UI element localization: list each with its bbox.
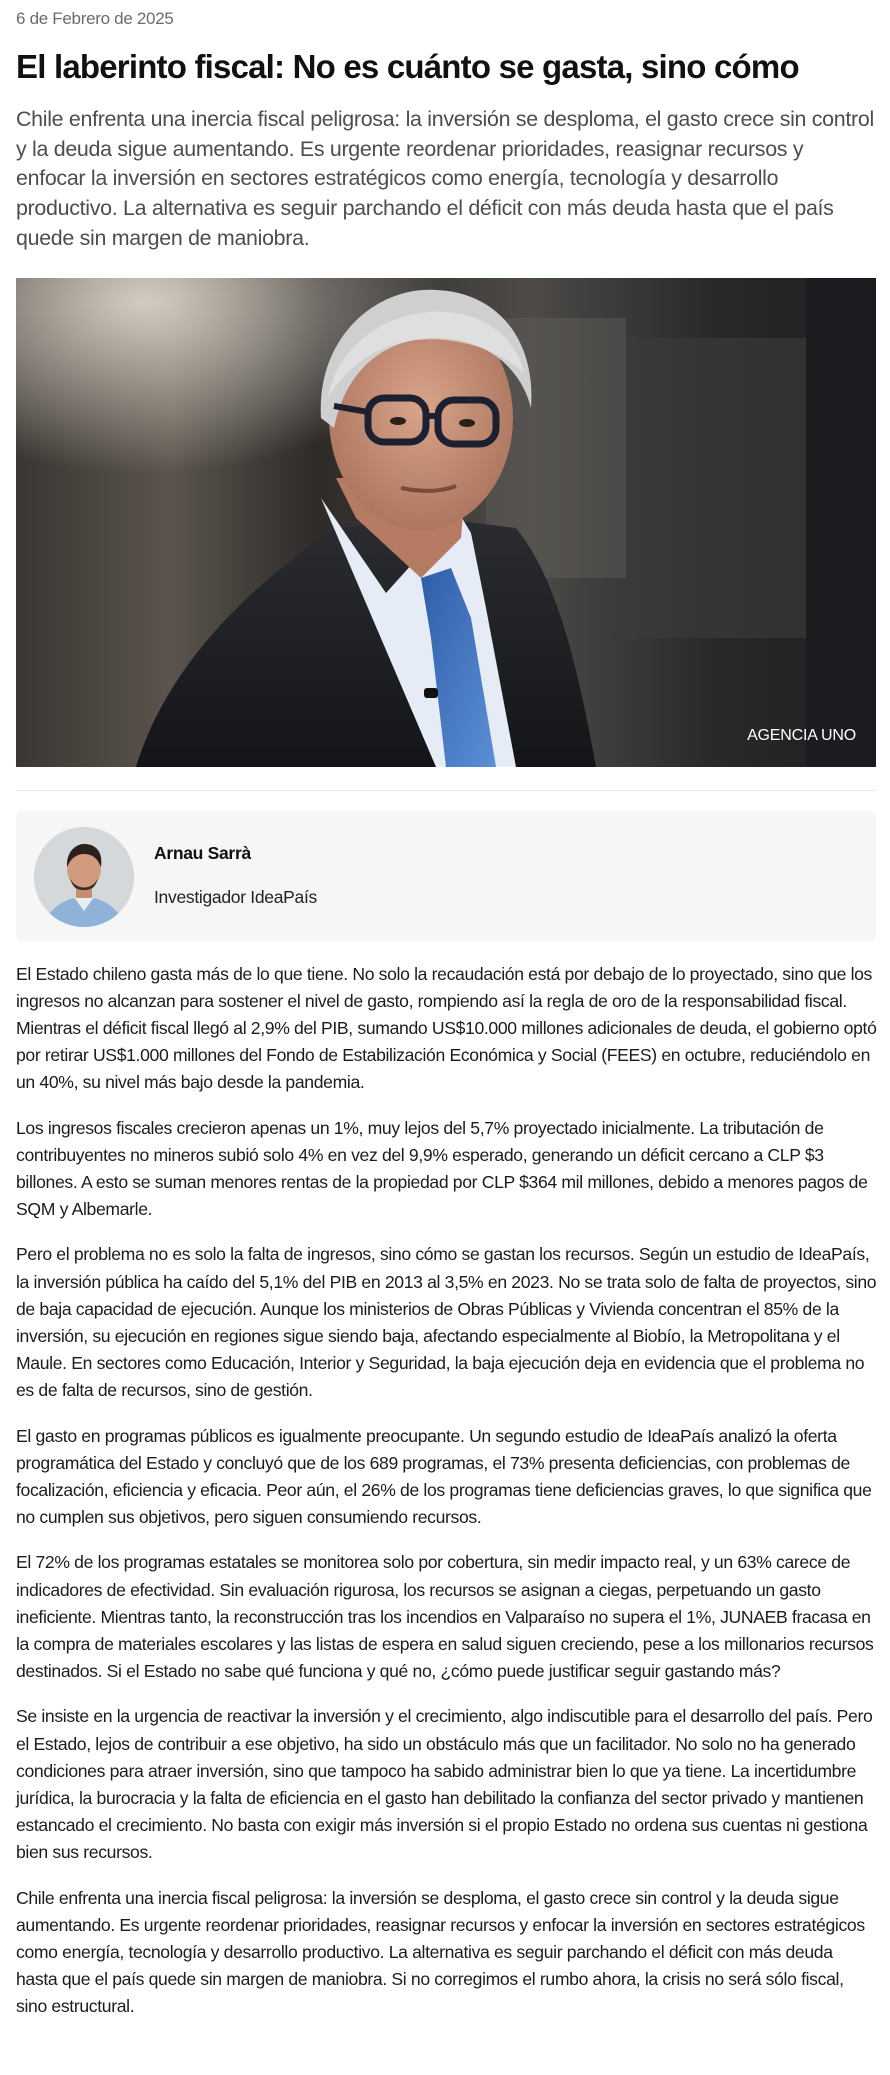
author-card	[16, 811, 876, 941]
portrait-image	[16, 278, 876, 767]
author-role: Investigador IdeaPaís	[154, 886, 317, 907]
body-paragraph: El gasto en programas públicos es igualmente preocupante. Un segundo estudio de IdeaPaís analizó la oferta programática del Estado y concluyó que de los 689 programas, el 73% presenta deficiencias, con problemas de focalización, eficiencia y eficacia. Peor aún, el 26% de los programas tiene deficiencias graves, lo que significa que no cumplen sus objetivos, pero siguen consumiendo recursos.	[16, 1425, 872, 1528]
article-body	[16, 961, 878, 2021]
body-paragraph: Los ingresos fiscales crecieron apenas un 1%, muy lejos del 5,7% proyectado inicialmente. La tributación de contribuyentes no mineros subió solo 4% en vez del 9,9% esperado, generando un déficit cercano a CLP $3 billones. A esto se suman menores rentas de la propiedad por CLP $364 mil millones, debido a menores pagos de SQM y Albemarle.	[16, 1117, 868, 1220]
body-paragraph: Pero el problema no es solo la falta de ingresos, sino cómo se gastan los recursos. Según un estudio de IdeaPaís, la inversión pública ha caído del 5,1% del PIB en 2013 al 3,5% en 2023. No se trata solo de falta de proyectos, sino de baja capacidad de ejecución. Aunque los ministerios de Obras Públicas y Vivienda concentran el 85% de la inversión, su ejecución en regiones sigue siendo baja, afectando especialmente al Biobío, la Metropolitana y el Maule. En sectores como Educación, Interior y Seguridad, la baja ejecución deja en evidencia que el problema no es de falta de recursos, sino de gestión.	[16, 1244, 877, 1401]
article-photo	[16, 278, 876, 767]
body-paragraph: Chile enfrenta una inercia fiscal peligrosa: la inversión se desploma, el gasto crece sin control y la deuda sigue aumentando. Es urgente reordenar prioridades, reasignar recursos y enfocar la inversión en sectores estratégicos como energía, tecnología y desarrollo productivo. La alternativa es seguir parchando el déficit con más deuda hasta que el país quede sin margen de maniobra. Si no corregimos el rumbo ahora, la crisis no será sólo fiscal, sino estructural.	[16, 1887, 865, 2017]
publish-date: 6 de Febrero de 2025	[16, 9, 174, 28]
photo-credit: AGENCIA UNO	[747, 726, 856, 744]
author-name: Arnau Sarrà	[154, 842, 251, 863]
article-lead: Chile enfrenta una inercia fiscal peligrosa: la inversión se desploma, el gasto crece sin control y la deuda sigue aumentando. Es urgente reordenar prioridades, reasignar recursos y enfocar la inversión en sectores estratégicos como energía, tecnología y desarrollo productivo. La alternativa es seguir parchando el déficit con más deuda hasta que el país quede sin margen de maniobra.	[16, 107, 874, 250]
divider	[16, 790, 876, 791]
author-avatar	[34, 827, 134, 927]
article-title: El laberinto fiscal: No es cuánto se gasta, sino cómo	[16, 48, 799, 85]
body-paragraph: Se insiste en la urgencia de reactivar la inversión y el crecimiento, algo indiscutible para el desarrollo del país. Pero el Estado, lejos de contribuir a ese objetivo, ha sido un obstáculo más que un facilitador. No solo no ha generado condiciones para atraer inversión, sino que tampoco ha sabido administrar bien lo que ya tiene. La incertidumbre jurídica, la burocracia y la falta de eficiencia en el gasto han debilitado la confianza del sector privado y mantienen estancado el crecimiento. No basta con exigir más inversión si el propio Estado no ordena sus cuentas ni gestiona bien sus recursos.	[16, 1706, 873, 1863]
body-paragraph: El 72% de los programas estatales se monitorea solo por cobertura, sin medir impacto real, y un 63% carece de indicadores de efectividad. Sin evaluación rigurosa, los recursos se asignan a ciegas, perpetuando un gasto ineficiente. Mientras tanto, la reconstrucción tras los incendios en Valparaíso no supera el 1%, JUNAEB fracasa en la compra de materiales escolares y las listas de espera en salud siguen creciendo, pese a los millonarios recursos destinados. Si el Estado no sabe qué funciona y qué no, ¿cómo puede justificar seguir gastando más?	[16, 1552, 874, 1682]
body-paragraph: El Estado chileno gasta más de lo que tiene. No solo la recaudación está por debajo de lo proyectado, sino que los ingresos no alcanzan para sostener el nivel de gasto, rompiendo así la regla de oro de la responsabilidad fiscal. Mientras el déficit fiscal llegó al 2,9% del PIB, sumando US$10.000 millones adicionales de deuda, el gobierno optó por retirar US$1.000 millones del Fondo de Estabilización Económica y Social (FEES) en octubre, reduciéndolo en un 40%, su nivel más bajo desde la pandemia.	[16, 963, 877, 1093]
